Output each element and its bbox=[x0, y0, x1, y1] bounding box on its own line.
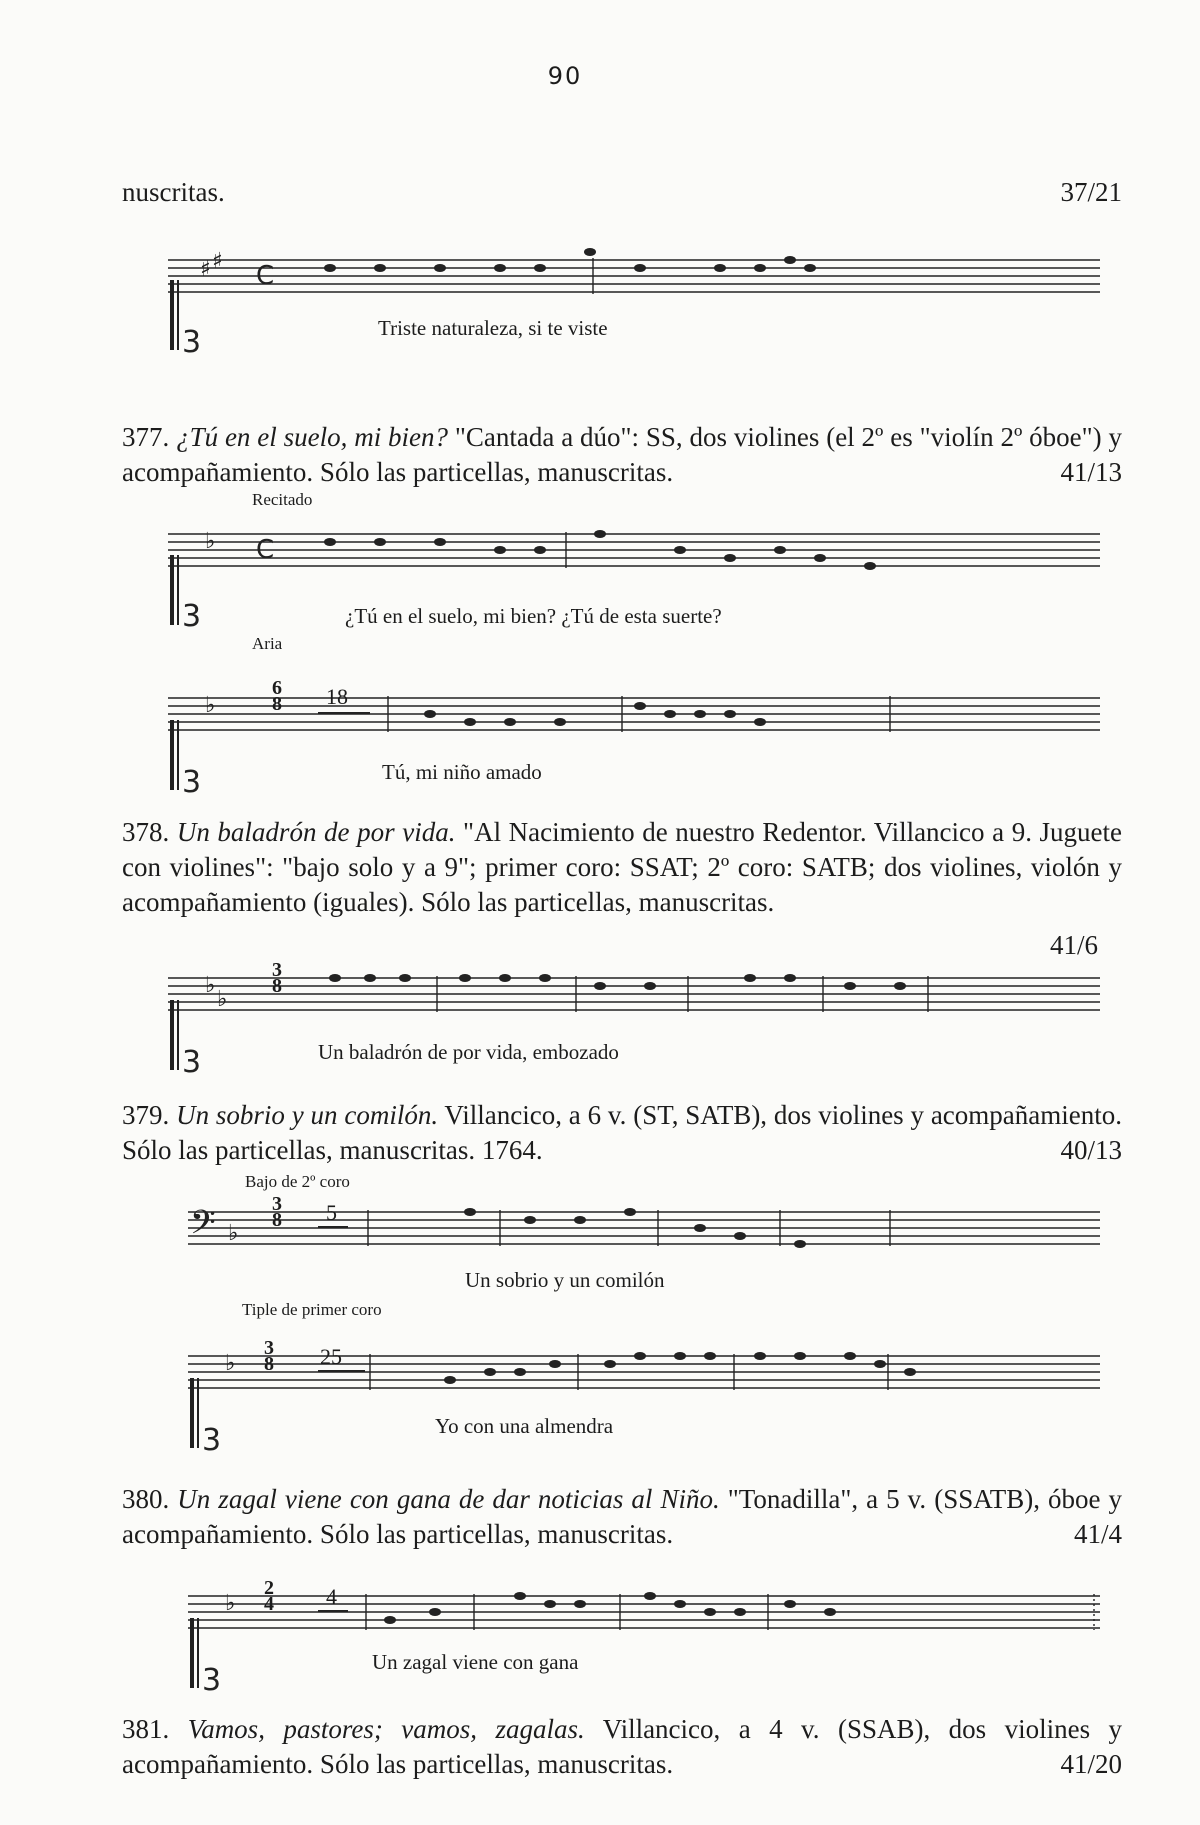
staff-378 bbox=[168, 976, 1100, 1012]
entry-380-num: 380. bbox=[122, 1484, 170, 1514]
bajo-meter: 3 8 bbox=[272, 1193, 282, 1231]
clefs bbox=[170, 280, 202, 1688]
entry-380-ref: 41/4 bbox=[1073, 1519, 1122, 1549]
entry-378-desc: "Al Nacimiento de nuestro Redentor. Villancico a 9. Juguete con violines": "bajo solo y a 9"; primer coro: SSAT; 2º coro: SATB; dos violines, violón y acompañamiento (iguales). Sólo las particellas, manuscritas. bbox=[122, 817, 1123, 917]
intro-text: nuscritas. bbox=[122, 177, 225, 207]
aria-rest: 18 bbox=[326, 684, 348, 709]
svg-text:3: 3 bbox=[182, 599, 202, 634]
entry-377-desc: "Cantada a dúo": SS, dos violines (el 2º es "violín 2º óboe") y acompañamiento. Sólo las particellas, manuscritas. bbox=[122, 422, 1122, 487]
svg-text:♭: ♭ bbox=[205, 973, 216, 998]
entry-379-num: 379. bbox=[122, 1100, 170, 1130]
lyric-recitado: ¿Tú en el suelo, mi bien? ¿Tú de esta suerte? bbox=[345, 604, 722, 628]
lyric-bajo: Un sobrio y un comilón bbox=[465, 1268, 665, 1292]
380-meter: 2 4 bbox=[264, 1577, 274, 1615]
label-aria: Aria bbox=[252, 634, 283, 653]
svg-text:♭: ♭ bbox=[225, 1591, 236, 1616]
svg-text:C: C bbox=[256, 535, 275, 565]
svg-text:3: 3 bbox=[202, 1423, 222, 1458]
entry-378-title: Un baladrón de por vida. bbox=[176, 817, 456, 847]
svg-text:♭: ♭ bbox=[217, 987, 228, 1012]
svg-text:♭: ♭ bbox=[205, 529, 216, 554]
entry-379-ref: 40/13 bbox=[1060, 1135, 1122, 1165]
svg-text:♯: ♯ bbox=[200, 257, 211, 282]
lyric-triste: Triste naturaleza, si te viste bbox=[378, 316, 608, 340]
entry-381 bbox=[122, 1712, 1122, 1782]
lyric-380: Un zagal viene con gana bbox=[372, 1650, 579, 1674]
entry-381-desc: Villancico, a 4 v. (SSAB), dos violines y acompañamiento. Sólo las particellas, manuscritas. bbox=[122, 1714, 1123, 1779]
entry-381-ref: 41/20 bbox=[1060, 1749, 1122, 1779]
tiple-rest: 25 bbox=[320, 1344, 342, 1369]
entry-377-title: ¿Tú en el suelo, mi bien? bbox=[176, 422, 449, 452]
entry-380 bbox=[122, 1482, 1122, 1552]
svg-text:3: 3 bbox=[182, 1045, 202, 1080]
entry-380-title: Un zagal viene con gana de dar noticias al Niño. bbox=[177, 1484, 720, 1514]
lyric-378: Un baladrón de por vida, embozado bbox=[318, 1040, 619, 1064]
svg-text:♯: ♯ bbox=[212, 249, 223, 274]
svg-text:♭: ♭ bbox=[225, 1351, 236, 1376]
svg-text:3: 3 bbox=[182, 325, 202, 360]
tiple-meter: 3 8 bbox=[264, 1337, 274, 1375]
staff-bajo bbox=[188, 1210, 1100, 1246]
page-number: 90 bbox=[547, 62, 583, 90]
lyric-tiple: Yo con una almendra bbox=[435, 1414, 614, 1438]
aria-meter: 6 8 bbox=[272, 677, 282, 715]
staff-380 bbox=[188, 1594, 1100, 1630]
378-meter: 3 8 bbox=[272, 959, 282, 997]
lyric-aria: Tú, mi niño amado bbox=[382, 760, 542, 784]
entry-378-ref: 41/6 bbox=[1050, 930, 1099, 960]
svg-text:C: C bbox=[256, 261, 275, 291]
entry-377-ref: 41/13 bbox=[1060, 457, 1122, 487]
entry-379-desc: Villancico, a 6 v. (ST, SATB), dos violines y acompañamiento. Sólo las particellas, manuscritas. 1764. bbox=[122, 1100, 1123, 1165]
entry-378-num: 378. bbox=[122, 817, 170, 847]
svg-text:♭: ♭ bbox=[205, 693, 216, 718]
380-rest: 4 bbox=[326, 1584, 337, 1609]
bajo-rest: 5 bbox=[326, 1200, 337, 1225]
entry-381-num: 381. bbox=[122, 1714, 170, 1744]
intro-ref: 37/21 bbox=[1060, 177, 1122, 207]
staff-recitado bbox=[168, 532, 1100, 568]
entry-379-title: Un sobrio y un comilón. bbox=[176, 1100, 439, 1130]
svg-text:3: 3 bbox=[202, 1663, 222, 1698]
staff-aria bbox=[168, 696, 1100, 732]
label-tiple: Tiple de primer coro bbox=[242, 1300, 382, 1319]
svg-text:3: 3 bbox=[182, 765, 202, 800]
label-bajo: Bajo de 2º coro bbox=[245, 1172, 350, 1191]
svg-text:♭: ♭ bbox=[228, 1221, 239, 1246]
staff-triste bbox=[168, 258, 1100, 294]
entry-381-title: Vamos, pastores; vamos, zagalas. bbox=[187, 1714, 585, 1744]
svg-text:𝄢: 𝄢 bbox=[190, 1204, 216, 1250]
entry-380-desc: "Tonadilla", a 5 v. (SSATB), óboe y acompañamiento. Sólo las particellas, manuscritas. bbox=[122, 1484, 1123, 1549]
entry-379 bbox=[122, 1098, 1122, 1168]
entry-377 bbox=[122, 420, 1122, 490]
entry-377-num: 377. bbox=[122, 422, 170, 452]
entry-378 bbox=[122, 815, 1122, 920]
label-recitado: Recitado bbox=[252, 490, 313, 509]
